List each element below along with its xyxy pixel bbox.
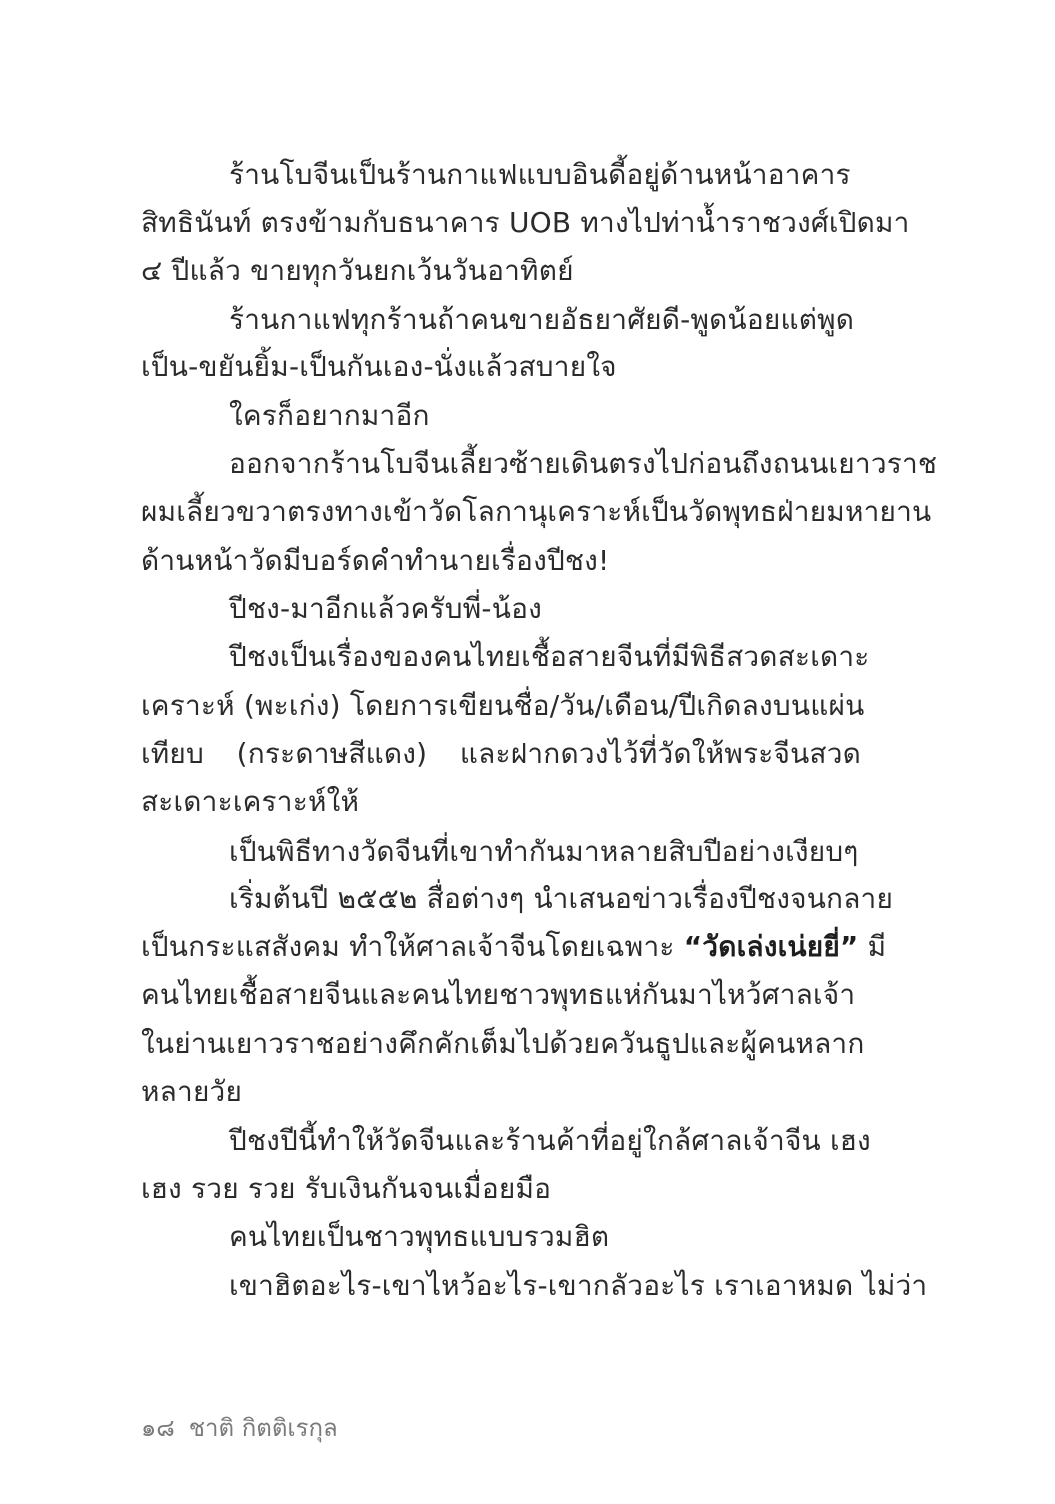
temple-name-bold: “วัดเล่งเน่ยยี่”	[683, 930, 859, 963]
author-name: ชาติ กิตติเรกุล	[188, 1414, 338, 1442]
text-line: เทียบ (กระดาษสีแดง) และฝากดวงไว้ที่วัดให้พระจีนสวด	[141, 737, 861, 770]
text-line: คนไทยเชื้อสายจีนและคนไทยชาวพุทธแห่กันมาไหว้ศาลเจ้า	[141, 978, 856, 1011]
text-line: คนไทยเป็นชาวพุทธแบบรวมฮิต	[229, 1220, 610, 1253]
text-line: ออกจากร้านโบจีนเลี้ยวซ้ายเดินตรงไปก่อนถึงถนนเยาวราช	[229, 447, 938, 480]
text-line: เขาฮิตอะไร-เขาไหว้อะไร-เขากลัวอะไร เราเอาหมด ไม่ว่า	[229, 1269, 928, 1302]
text-line: ใครก็อยากมาอีก	[229, 399, 430, 432]
page-number: ๑๘	[141, 1414, 175, 1442]
text-line: หลายวัย	[141, 1075, 243, 1108]
text-line: ด้านหน้าวัดมีบอร์ดคำทำนายเรื่องปีชง!	[141, 544, 610, 577]
text-line: เป็นพิธีทางวัดจีนที่เขาทำกันมาหลายสิบปีอย่างเงียบๆ	[229, 835, 859, 868]
text-line: ในย่านเยาวราชอย่างคึกคักเต็มไปด้วยควันธูปและผู้คนหลาก	[141, 1027, 865, 1060]
text-line: สิทธินันท์ ตรงข้ามกับธนาคาร UOB ทางไปท่าน้ำราชวงศ์เปิดมา	[141, 206, 910, 239]
text-line: เฮง รวย รวย รับเงินกันจนเมื่อยมือ	[141, 1172, 552, 1205]
text-line: ปีชง-มาอีกแล้วครับพี่-น้อง	[229, 592, 542, 625]
text-line: เริ่มต้นปี ๒๕๕๒ สื่อต่างๆ นำเสนอข่าวเรื่องปีชงจนกลาย	[229, 882, 894, 915]
text-line: ร้านโบจีนเป็นร้านกาแฟแบบอินดี้อยู่ด้านหน้าอาคาร	[229, 158, 851, 191]
text-run: มี	[858, 930, 887, 963]
text-run: เป็นกระแสสังคม ทำให้ศาลเจ้าจีนโดยเฉพาะ	[141, 930, 684, 963]
text-line: ผมเลี้ยวขวาตรงทางเข้าวัดโลกานุเคราะห์เป็นวัดพุทธฝ่ายมหายาน	[141, 495, 932, 528]
page-footer	[141, 1412, 338, 1444]
text-line: เป็น-ขยันยิ้ม-เป็นกันเอง-นั่งแล้วสบายใจ	[141, 350, 617, 383]
text-line: ๔ ปีแล้ว ขายทุกวันยกเว้นวันอาทิตย์	[141, 254, 574, 287]
text-line: ปีชงเป็นเรื่องของคนไทยเชื้อสายจีนที่มีพิธีสวดสะเดาะ	[229, 640, 870, 673]
text-line: ปีชงปีนี้ทำให้วัดจีนและร้านค้าที่อยู่ใกล้ศาลเจ้าจีน เฮง	[229, 1124, 871, 1157]
text-line: เคราะห์ (พะเก่ง) โดยการเขียนชื่อ/วัน/เดือน/ปีเกิดลงบนแผ่น	[141, 689, 865, 722]
text-line: สะเดาะเคราะห์ให้	[141, 785, 360, 818]
text-line: ร้านกาแฟทุกร้านถ้าคนขายอัธยาศัยดี-พูดน้อยแต่พูด	[229, 303, 855, 336]
text-line	[141, 927, 887, 967]
